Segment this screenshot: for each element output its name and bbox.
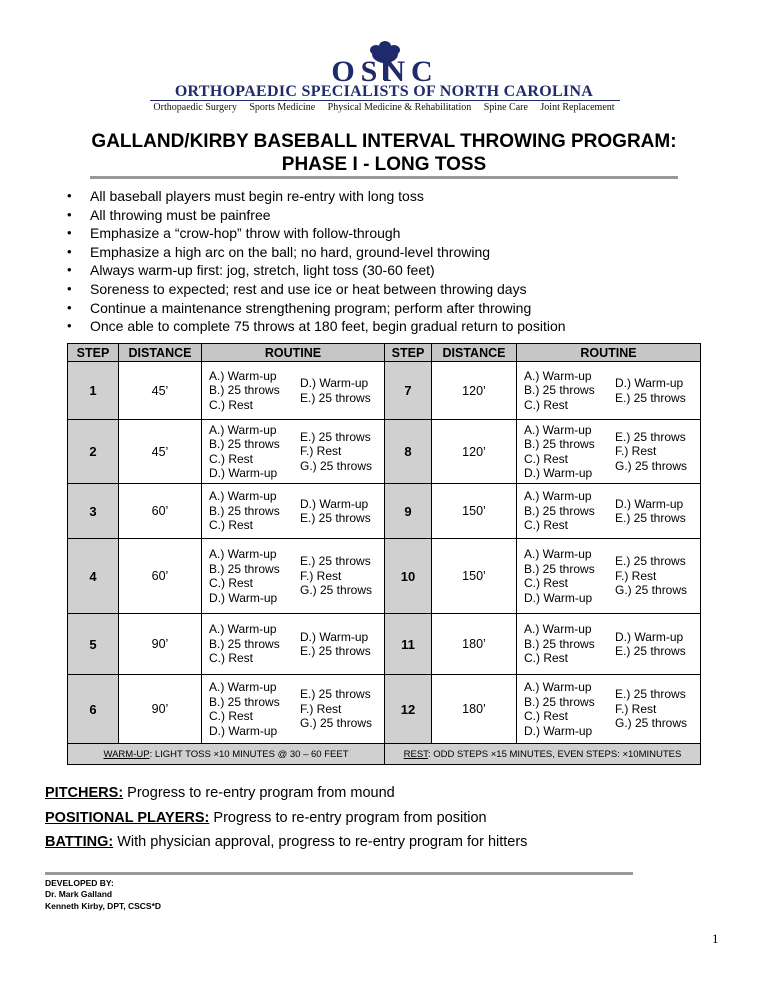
table-row (68, 484, 701, 539)
routine-item: D.) Warm-up (615, 629, 684, 644)
routine-item: D.) Warm-up (524, 466, 593, 480)
routine-item: E.) 25 throws (615, 644, 686, 658)
routine-item: B.) 25 throws (524, 503, 595, 518)
batting-note: BATTING: With physician approval, progress to re-entry program for hitters (45, 834, 528, 850)
distance-value: 60’ (119, 484, 202, 539)
table-footer-row (68, 744, 701, 765)
routine-item: B.) 25 throws (524, 437, 595, 451)
routine-item: F.) Rest (300, 444, 342, 459)
positional-players-note: POSITIONAL PLAYERS: Progress to re-entry program from position (45, 810, 487, 826)
routine-cell (517, 539, 701, 614)
routine-item: B.) 25 throws (524, 636, 595, 651)
distance-value: 180’ (432, 675, 517, 744)
step-number: 1 (68, 362, 119, 420)
step-number: 2 (68, 420, 119, 484)
distance-value: 120’ (432, 362, 517, 420)
list-item: • Emphasize a high arc on the ball; no hard, ground-level throwing (66, 243, 566, 262)
routine-item: F.) Rest (615, 444, 657, 459)
routine-item: D.) Warm-up (615, 376, 684, 390)
list-item: • Soreness to expected; rest and use ice or heat between throwing days (66, 280, 566, 299)
routine-item: B.) 25 throws (524, 694, 595, 709)
routine-item: B.) 25 throws (209, 561, 280, 576)
distance-value: 90’ (119, 614, 202, 675)
routine-item: E.) 25 throws (300, 390, 371, 405)
routine-item: E.) 25 throws (300, 644, 371, 658)
routine-item: C.) Rest (524, 651, 569, 666)
page-number: 1 (712, 931, 719, 946)
routine-item: D.) Warm-up (615, 496, 684, 511)
routine-cell (517, 484, 701, 539)
routine-item: E.) 25 throws (300, 554, 371, 569)
routine-item: A.) Warm-up (524, 547, 592, 561)
distance-value: 150’ (432, 484, 517, 539)
footer-divider (45, 872, 633, 875)
developer-name: Dr. Mark Galland (45, 889, 113, 899)
column-header-routine: ROUTINE (517, 344, 701, 362)
svg-text:OSNC: OSNC (331, 55, 439, 88)
routine-item: D.) Warm-up (209, 590, 278, 605)
routine-item: G.) 25 throws (300, 583, 373, 598)
routine-item: E.) 25 throws (300, 429, 371, 444)
routine-item: F.) Rest (300, 701, 342, 716)
routine-item: D.) Warm-up (209, 723, 278, 738)
routine-item: B.) 25 throws (209, 636, 280, 651)
column-header-routine: ROUTINE (202, 344, 385, 362)
routine-cell (202, 362, 385, 420)
routine-item: E.) 25 throws (615, 687, 686, 702)
letterhead-divider (150, 100, 620, 101)
routine-cell (517, 675, 701, 744)
distance-value: 45’ (119, 420, 202, 484)
list-item: • All baseball players must begin re-entry with long toss (66, 187, 566, 206)
step-number: 7 (385, 362, 432, 420)
routine-item: B.) 25 throws (524, 383, 595, 398)
routine-cell (517, 614, 701, 675)
step-number: 4 (68, 539, 119, 614)
routine-item: B.) 25 throws (524, 561, 595, 576)
routine-item: C.) Rest (209, 397, 254, 412)
routine-item: G.) 25 throws (615, 458, 688, 473)
routine-item: C.) Rest (524, 709, 569, 723)
step-number: 10 (385, 539, 432, 614)
list-item: • Once able to complete 75 throws at 180 feet, begin gradual return to position (66, 317, 566, 336)
step-number: 6 (68, 675, 119, 744)
routine-item: A.) Warm-up (209, 368, 277, 383)
step-number: 12 (385, 675, 432, 744)
routine-cell (202, 614, 385, 675)
routine-item: E.) 25 throws (615, 511, 686, 525)
routine-item: A.) Warm-up (524, 622, 592, 637)
routine-item: A.) Warm-up (209, 489, 277, 504)
list-item: • All throwing must be painfree (66, 206, 566, 225)
routine-item: E.) 25 throws (615, 390, 686, 405)
distance-value: 180’ (432, 614, 517, 675)
step-number: 9 (385, 484, 432, 539)
step-number: 3 (68, 484, 119, 539)
list-item: • Continue a maintenance strengthening program; perform after throwing (66, 299, 566, 318)
routine-cell (517, 420, 701, 484)
developer-name: Kenneth Kirby, DPT, CSCS*D (45, 901, 162, 911)
specialty-item: Sports Medicine (249, 102, 316, 113)
routine-item: C.) Rest (209, 518, 254, 533)
routine-cell (202, 484, 385, 539)
routine-item: D.) Warm-up (300, 376, 369, 390)
table-row (68, 420, 701, 484)
pitchers-note: PITCHERS: Progress to re-entry program from mound (45, 785, 395, 801)
routine-item: E.) 25 throws (615, 554, 686, 569)
routine-item: G.) 25 throws (300, 458, 373, 473)
distance-value: 60’ (119, 539, 202, 614)
table-header-row (68, 344, 701, 362)
routine-item: C.) Rest (524, 518, 569, 533)
document-subtitle: PHASE I - LONG TOSS (281, 154, 487, 175)
routine-item: C.) Rest (524, 451, 569, 466)
table-row (68, 675, 701, 744)
routine-item: E.) 25 throws (615, 429, 686, 444)
step-number: 11 (385, 614, 432, 675)
routine-item: D.) Warm-up (300, 629, 369, 644)
specialty-item: Spine Care (483, 102, 528, 113)
distance-value: 45’ (119, 362, 202, 420)
routine-cell (202, 675, 385, 744)
specialty-item: Orthopaedic Surgery (153, 102, 237, 113)
routine-item: C.) Rest (209, 651, 254, 666)
routine-item: C.) Rest (524, 576, 569, 590)
column-header-distance: DISTANCE (119, 344, 202, 362)
routine-item: C.) Rest (209, 576, 254, 590)
routine-item: E.) 25 throws (300, 687, 371, 702)
step-number: 5 (68, 614, 119, 675)
list-item: • Always warm-up first: jog, stretch, light toss (30-60 feet) (66, 261, 566, 280)
routine-item: A.) Warm-up (209, 422, 277, 437)
routine-item: A.) Warm-up (524, 422, 592, 437)
routine-item: A.) Warm-up (524, 680, 592, 694)
specialties-line (0, 102, 768, 113)
table-row (68, 362, 701, 420)
routine-cell (202, 539, 385, 614)
routine-item: F.) Rest (615, 568, 657, 583)
routine-item: B.) 25 throws (209, 503, 280, 518)
specialty-item: Physical Medicine & Rehabilitation (327, 102, 472, 113)
routine-item: A.) Warm-up (524, 489, 592, 504)
routine-cell (202, 420, 385, 484)
document-title: GALLAND/KIRBY BASEBALL INTERVAL THROWING PROGRAM: (91, 131, 677, 152)
routine-item: D.) Warm-up (524, 723, 593, 738)
routine-item: A.) Warm-up (209, 547, 277, 561)
routine-item: D.) Warm-up (209, 466, 278, 480)
routine-item: G.) 25 throws (615, 583, 688, 598)
routine-item: G.) 25 throws (300, 716, 373, 731)
table-row (68, 539, 701, 614)
throwing-program-table (67, 343, 701, 765)
step-number: 8 (385, 420, 432, 484)
routine-item: A.) Warm-up (209, 680, 277, 694)
routine-item: G.) 25 throws (615, 716, 688, 731)
title-divider (90, 176, 678, 179)
routine-item: C.) Rest (209, 709, 254, 723)
list-item: • Emphasize a “crow-hop” throw with follow-through (66, 224, 566, 243)
routine-item: C.) Rest (524, 397, 569, 412)
developed-by-label: DEVELOPED BY: (45, 878, 114, 888)
column-header-distance: DISTANCE (432, 344, 517, 362)
guidelines-list (66, 187, 566, 336)
routine-item: B.) 25 throws (209, 694, 280, 709)
routine-item: E.) 25 throws (300, 511, 371, 525)
column-header-step: STEP (68, 344, 119, 362)
routine-item: D.) Warm-up (300, 496, 369, 511)
routine-item: F.) Rest (300, 568, 342, 583)
table-row (68, 614, 701, 675)
routine-item: A.) Warm-up (524, 368, 592, 383)
distance-value: 90’ (119, 675, 202, 744)
routine-item: A.) Warm-up (209, 622, 277, 637)
routine-item: D.) Warm-up (524, 590, 593, 605)
routine-item: C.) Rest (209, 451, 254, 466)
rest-note: REST: ODD STEPS ×15 MINUTES, EVEN STEPS: ×10MINUTES (385, 744, 701, 765)
routine-item: B.) 25 throws (209, 383, 280, 398)
specialty-item: Joint Replacement (540, 102, 615, 113)
routine-cell (517, 362, 701, 420)
routine-item: B.) 25 throws (209, 437, 280, 451)
warm-up-note: WARM-UP: LIGHT TOSS ×10 MINUTES @ 30 – 60 FEET (68, 744, 385, 765)
routine-item: F.) Rest (615, 701, 657, 716)
column-header-step: STEP (385, 344, 432, 362)
distance-value: 120’ (432, 420, 517, 484)
org-name: ORTHOPAEDIC SPECIALISTS OF NORTH CAROLINA (174, 83, 594, 100)
distance-value: 150’ (432, 539, 517, 614)
